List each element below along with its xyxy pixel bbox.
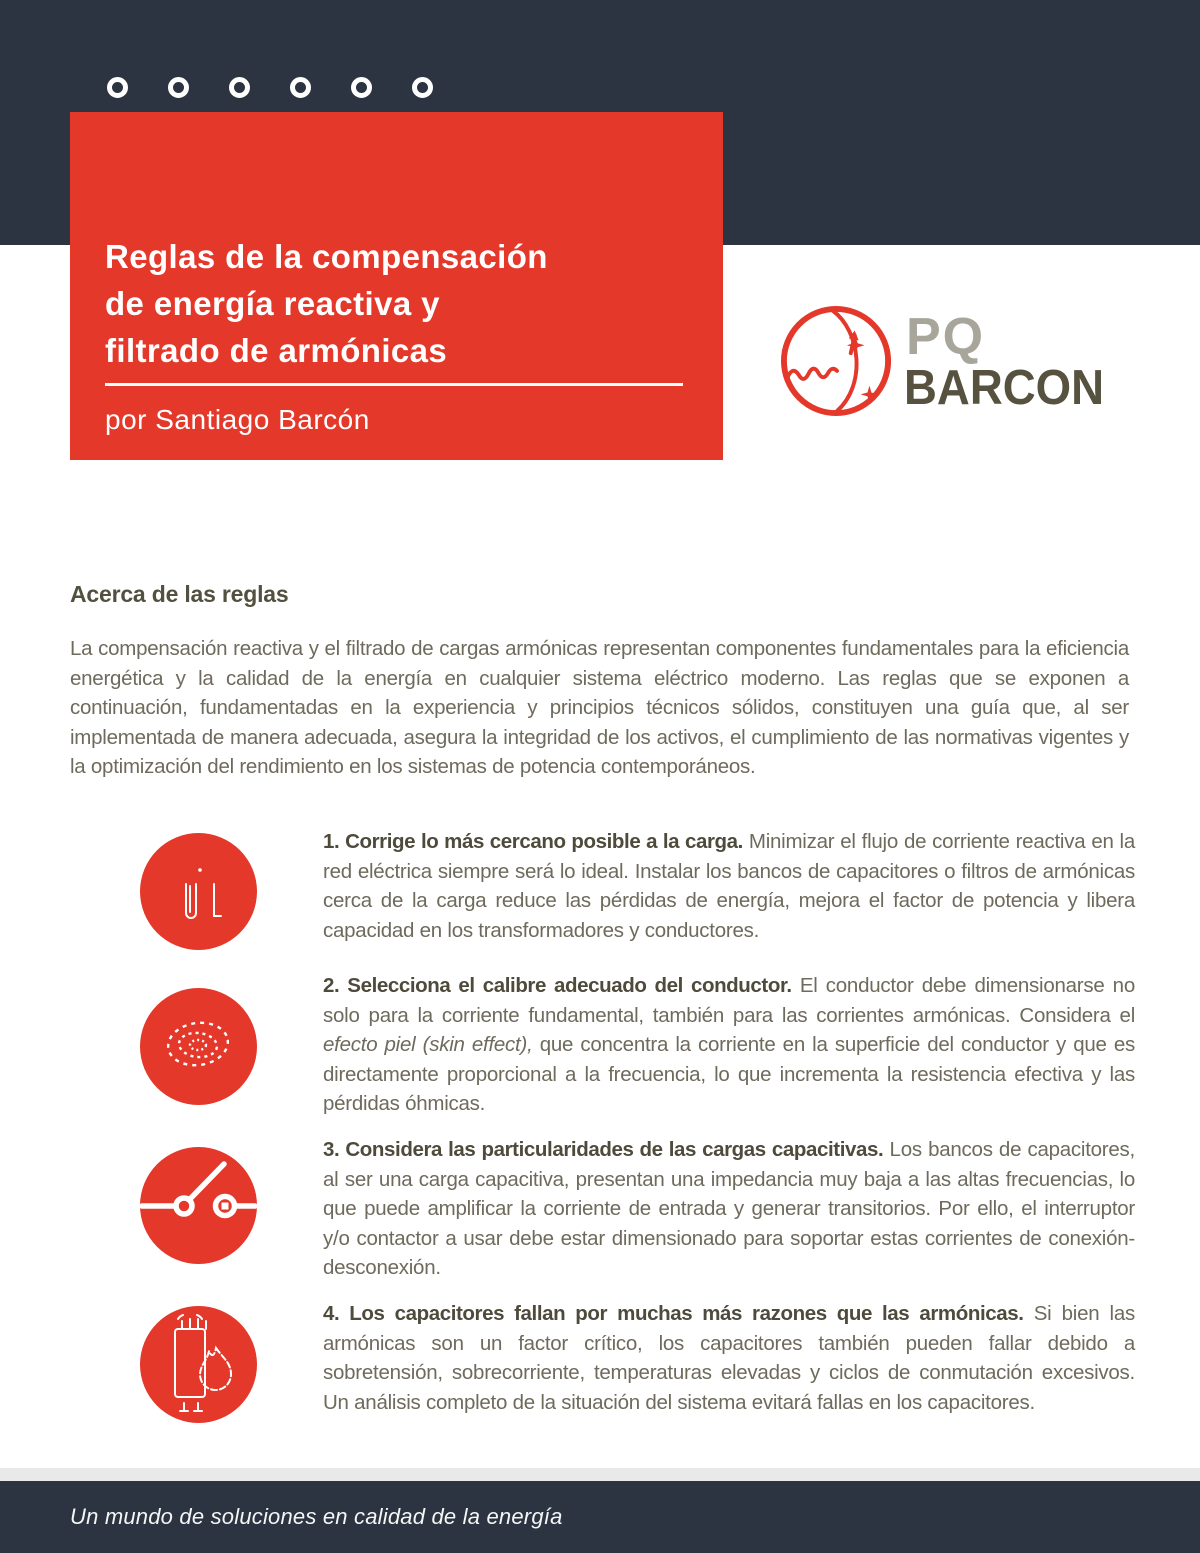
pq-barcon-logo bbox=[778, 300, 1158, 425]
footer-strip bbox=[0, 1468, 1200, 1481]
rule-segment: que concentra la corriente en la superficie del conductor y que es directamente proporcional a la frecuencia, lo que incrementa la resistencia efectiva y las pérdidas óhmicas. bbox=[323, 1033, 1135, 1115]
transformer-icon bbox=[140, 833, 257, 950]
title-line-1: Reglas de la compensación bbox=[105, 238, 548, 275]
cable-icon bbox=[140, 988, 257, 1105]
rule-text bbox=[323, 1299, 1135, 1417]
switch-icon bbox=[140, 1147, 257, 1264]
dot bbox=[107, 77, 128, 98]
about-heading: Acerca de las reglas bbox=[70, 581, 289, 607]
globe-icon bbox=[778, 304, 896, 418]
rule-text bbox=[323, 1135, 1135, 1283]
rule-text bbox=[323, 827, 1135, 945]
rule-segment-italic: efecto piel (skin effect), bbox=[323, 1033, 533, 1056]
title-line-3: filtrado de armónicas bbox=[105, 332, 448, 369]
logo-pq-text: PQ bbox=[906, 308, 986, 366]
dot bbox=[412, 77, 433, 98]
dot bbox=[168, 77, 189, 98]
title-divider bbox=[105, 383, 683, 386]
page-title bbox=[105, 233, 548, 374]
logo-barcon-text: BARCON bbox=[904, 361, 1104, 415]
rule-lead: 4. Los capacitores fallan por muchas más razones que las armónicas. bbox=[323, 1302, 1024, 1325]
dot bbox=[229, 77, 250, 98]
rule-lead: 3. Considera las particularidades de las cargas capacitivas. bbox=[323, 1138, 884, 1161]
dot bbox=[351, 77, 372, 98]
capacitor-flame-icon bbox=[140, 1306, 257, 1423]
byline: por Santiago Barcón bbox=[105, 404, 370, 435]
rule-segment: Minimizar el flujo de corriente reactiva en la red eléctrica siempre será lo ideal. Instalar los bancos de capacitores o filtros de armónicas cerca de la carga reduce las pérdidas de energía, mejora el factor de potencia y libera capacidad en los transformadores y conductores. bbox=[323, 830, 1135, 942]
footer-band bbox=[0, 1481, 1200, 1553]
dot-grid-row bbox=[107, 77, 433, 98]
footer-tagline: Un mundo de soluciones en calidad de la energía bbox=[70, 1504, 563, 1529]
title-card bbox=[70, 112, 723, 460]
dot bbox=[290, 77, 311, 98]
rule-lead: 1. Corrige lo más cercano posible a la carga. bbox=[323, 830, 743, 853]
title-line-2: de energía reactiva y bbox=[105, 285, 440, 322]
rule-segment: El conductor debe dimensionarse no solo para la corriente fundamental, también para las corrientes armónicas. Considera el bbox=[323, 974, 1135, 1027]
rule-lead: 2. Selecciona el calibre adecuado del conductor. bbox=[323, 974, 792, 997]
rule-segment: Los bancos de capacitores, al ser una carga capacitiva, presentan una impedancia muy baja a las altas frecuencias, lo que puede amplificar la corriente de entrada y generar transitorios. Por ello, el interruptor y/o contactor a usar debe estar dimensionado para soportar estas corrientes de conexión-desconexión. bbox=[323, 1138, 1135, 1279]
rule-segment: Si bien las armónicas son un factor crítico, los capacitores también pueden fallar debido a sobretensión, sobrecorriente, temperaturas elevadas y ciclos de conmutación excesivos. Un análisis completo de la situación del sistema evitará fallas en los capacitores. bbox=[323, 1302, 1135, 1414]
about-paragraph: La compensación reactiva y el filtrado de cargas armónicas representan componentes fundamentales para la eficiencia energética y la calidad de la energía en cualquier sistema eléctrico moderno. Las reglas que se exponen a continuación, fundamentadas en la experiencia y principios técnicos sólidos, constituyen una guía que, al ser implementada de manera adecuada, asegura la integridad de los activos, el cumplimiento de las normativas vigentes y la optimización del rendimiento en los sistemas de potencia contemporáneos. bbox=[70, 637, 1129, 778]
rule-text bbox=[323, 971, 1135, 1119]
